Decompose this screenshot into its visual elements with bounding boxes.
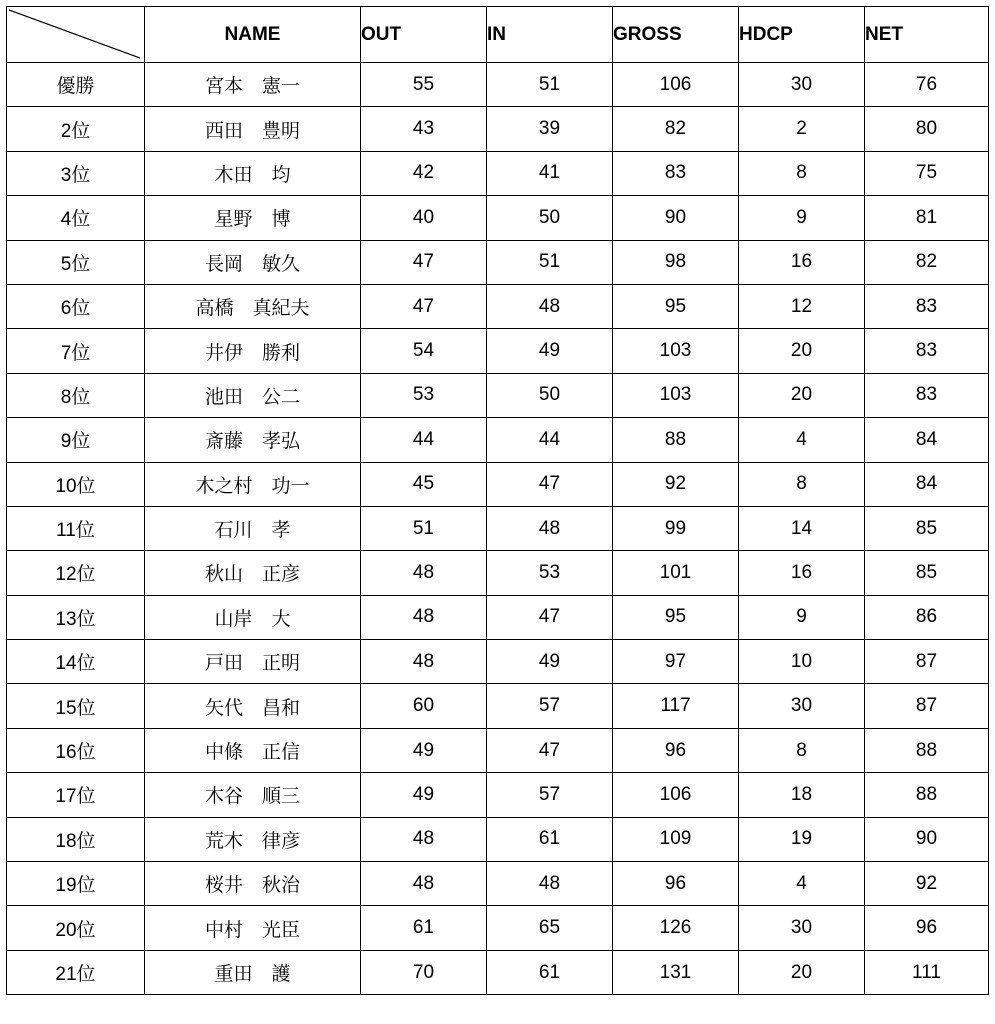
in-cell: 50 bbox=[487, 373, 613, 417]
in-cell: 53 bbox=[487, 551, 613, 595]
net-cell: 81 bbox=[865, 196, 989, 240]
name-cell: 木之村 功一 bbox=[145, 462, 361, 506]
gross-cell: 99 bbox=[613, 506, 739, 550]
name-cell: 中條 正信 bbox=[145, 728, 361, 772]
table-row bbox=[7, 373, 989, 417]
in-cell: 47 bbox=[487, 728, 613, 772]
gross-cell: 96 bbox=[613, 862, 739, 906]
net-cell: 86 bbox=[865, 595, 989, 639]
name-cell: 井伊 勝利 bbox=[145, 329, 361, 373]
header-out: OUT bbox=[361, 7, 487, 63]
gross-cell: 103 bbox=[613, 373, 739, 417]
net-cell: 87 bbox=[865, 684, 989, 728]
rank-cell: 21位 bbox=[7, 950, 145, 994]
table-row bbox=[7, 240, 989, 284]
out-cell: 49 bbox=[361, 728, 487, 772]
hdcp-cell: 30 bbox=[739, 684, 865, 728]
header-name: NAME bbox=[145, 7, 361, 63]
name-cell: 矢代 昌和 bbox=[145, 684, 361, 728]
out-cell: 61 bbox=[361, 906, 487, 950]
out-cell: 53 bbox=[361, 373, 487, 417]
in-cell: 48 bbox=[487, 506, 613, 550]
in-cell: 51 bbox=[487, 63, 613, 107]
table-row bbox=[7, 773, 989, 817]
rank-cell: 16位 bbox=[7, 728, 145, 772]
in-cell: 49 bbox=[487, 329, 613, 373]
in-cell: 48 bbox=[487, 284, 613, 328]
name-cell: 高橋 真紀夫 bbox=[145, 284, 361, 328]
table-header bbox=[7, 7, 989, 63]
name-cell: 秋山 正彦 bbox=[145, 551, 361, 595]
table-row bbox=[7, 906, 989, 950]
out-cell: 49 bbox=[361, 773, 487, 817]
in-cell: 47 bbox=[487, 595, 613, 639]
net-cell: 90 bbox=[865, 817, 989, 861]
name-cell: 山岸 大 bbox=[145, 595, 361, 639]
table-row bbox=[7, 506, 989, 550]
out-cell: 48 bbox=[361, 595, 487, 639]
hdcp-cell: 4 bbox=[739, 862, 865, 906]
net-cell: 96 bbox=[865, 906, 989, 950]
net-cell: 88 bbox=[865, 773, 989, 817]
rank-cell: 19位 bbox=[7, 862, 145, 906]
rank-cell: 2位 bbox=[7, 107, 145, 151]
name-cell: 桜井 秋治 bbox=[145, 862, 361, 906]
hdcp-cell: 2 bbox=[739, 107, 865, 151]
net-cell: 80 bbox=[865, 107, 989, 151]
hdcp-cell: 30 bbox=[739, 63, 865, 107]
table-row bbox=[7, 950, 989, 994]
rank-cell: 14位 bbox=[7, 640, 145, 684]
rank-cell: 6位 bbox=[7, 284, 145, 328]
gross-cell: 98 bbox=[613, 240, 739, 284]
table-row bbox=[7, 462, 989, 506]
net-cell: 83 bbox=[865, 373, 989, 417]
name-cell: 宮本 憲一 bbox=[145, 63, 361, 107]
table-row bbox=[7, 862, 989, 906]
in-cell: 61 bbox=[487, 817, 613, 861]
header-row bbox=[7, 7, 989, 63]
hdcp-cell: 20 bbox=[739, 329, 865, 373]
hdcp-cell: 30 bbox=[739, 906, 865, 950]
gross-cell: 83 bbox=[613, 151, 739, 195]
out-cell: 42 bbox=[361, 151, 487, 195]
rank-cell: 17位 bbox=[7, 773, 145, 817]
name-cell: 西田 豊明 bbox=[145, 107, 361, 151]
hdcp-cell: 12 bbox=[739, 284, 865, 328]
in-cell: 44 bbox=[487, 418, 613, 462]
in-cell: 50 bbox=[487, 196, 613, 240]
gross-cell: 97 bbox=[613, 640, 739, 684]
rank-cell: 3位 bbox=[7, 151, 145, 195]
out-cell: 54 bbox=[361, 329, 487, 373]
rank-cell: 20位 bbox=[7, 906, 145, 950]
name-cell: 星野 博 bbox=[145, 196, 361, 240]
gross-cell: 117 bbox=[613, 684, 739, 728]
diagonal-line bbox=[7, 7, 144, 62]
rank-cell: 7位 bbox=[7, 329, 145, 373]
table-row bbox=[7, 684, 989, 728]
in-cell: 48 bbox=[487, 862, 613, 906]
name-cell: 木田 均 bbox=[145, 151, 361, 195]
rank-cell: 5位 bbox=[7, 240, 145, 284]
hdcp-cell: 14 bbox=[739, 506, 865, 550]
table-row bbox=[7, 418, 989, 462]
hdcp-cell: 4 bbox=[739, 418, 865, 462]
net-cell: 92 bbox=[865, 862, 989, 906]
out-cell: 45 bbox=[361, 462, 487, 506]
table-row bbox=[7, 817, 989, 861]
header-gross: GROSS bbox=[613, 7, 739, 63]
gross-cell: 95 bbox=[613, 595, 739, 639]
out-cell: 60 bbox=[361, 684, 487, 728]
table-row bbox=[7, 640, 989, 684]
in-cell: 39 bbox=[487, 107, 613, 151]
table-row bbox=[7, 329, 989, 373]
out-cell: 48 bbox=[361, 862, 487, 906]
rank-cell: 13位 bbox=[7, 595, 145, 639]
hdcp-cell: 8 bbox=[739, 151, 865, 195]
out-cell: 48 bbox=[361, 817, 487, 861]
out-cell: 43 bbox=[361, 107, 487, 151]
hdcp-cell: 16 bbox=[739, 240, 865, 284]
hdcp-cell: 10 bbox=[739, 640, 865, 684]
corner-cell bbox=[7, 7, 145, 63]
net-cell: 83 bbox=[865, 284, 989, 328]
net-cell: 84 bbox=[865, 462, 989, 506]
gross-cell: 109 bbox=[613, 817, 739, 861]
rank-cell: 9位 bbox=[7, 418, 145, 462]
name-cell: 木谷 順三 bbox=[145, 773, 361, 817]
out-cell: 48 bbox=[361, 640, 487, 684]
out-cell: 47 bbox=[361, 284, 487, 328]
net-cell: 87 bbox=[865, 640, 989, 684]
net-cell: 84 bbox=[865, 418, 989, 462]
rank-cell: 12位 bbox=[7, 551, 145, 595]
gross-cell: 106 bbox=[613, 773, 739, 817]
hdcp-cell: 19 bbox=[739, 817, 865, 861]
table-row bbox=[7, 151, 989, 195]
out-cell: 40 bbox=[361, 196, 487, 240]
gross-cell: 95 bbox=[613, 284, 739, 328]
net-cell: 111 bbox=[865, 950, 989, 994]
header-hdcp: HDCP bbox=[739, 7, 865, 63]
hdcp-cell: 8 bbox=[739, 728, 865, 772]
net-cell: 85 bbox=[865, 551, 989, 595]
rank-cell: 10位 bbox=[7, 462, 145, 506]
name-cell: 池田 公二 bbox=[145, 373, 361, 417]
gross-cell: 103 bbox=[613, 329, 739, 373]
gross-cell: 82 bbox=[613, 107, 739, 151]
table-row bbox=[7, 63, 989, 107]
net-cell: 88 bbox=[865, 728, 989, 772]
out-cell: 51 bbox=[361, 506, 487, 550]
in-cell: 57 bbox=[487, 684, 613, 728]
table-row bbox=[7, 107, 989, 151]
results-table bbox=[6, 6, 989, 995]
net-cell: 76 bbox=[865, 63, 989, 107]
rank-cell: 4位 bbox=[7, 196, 145, 240]
rank-cell: 18位 bbox=[7, 817, 145, 861]
in-cell: 57 bbox=[487, 773, 613, 817]
gross-cell: 131 bbox=[613, 950, 739, 994]
name-cell: 戸田 正明 bbox=[145, 640, 361, 684]
in-cell: 47 bbox=[487, 462, 613, 506]
gross-cell: 96 bbox=[613, 728, 739, 772]
table-row bbox=[7, 595, 989, 639]
in-cell: 41 bbox=[487, 151, 613, 195]
hdcp-cell: 20 bbox=[739, 950, 865, 994]
gross-cell: 126 bbox=[613, 906, 739, 950]
name-cell: 斎藤 孝弘 bbox=[145, 418, 361, 462]
hdcp-cell: 9 bbox=[739, 595, 865, 639]
header-in: IN bbox=[487, 7, 613, 63]
table-body bbox=[7, 63, 989, 995]
gross-cell: 90 bbox=[613, 196, 739, 240]
hdcp-cell: 20 bbox=[739, 373, 865, 417]
name-cell: 長岡 敏久 bbox=[145, 240, 361, 284]
hdcp-cell: 16 bbox=[739, 551, 865, 595]
out-cell: 48 bbox=[361, 551, 487, 595]
table-row bbox=[7, 284, 989, 328]
out-cell: 47 bbox=[361, 240, 487, 284]
hdcp-cell: 18 bbox=[739, 773, 865, 817]
gross-cell: 92 bbox=[613, 462, 739, 506]
net-cell: 82 bbox=[865, 240, 989, 284]
out-cell: 70 bbox=[361, 950, 487, 994]
in-cell: 65 bbox=[487, 906, 613, 950]
out-cell: 55 bbox=[361, 63, 487, 107]
in-cell: 61 bbox=[487, 950, 613, 994]
rank-cell: 優勝 bbox=[7, 63, 145, 107]
net-cell: 85 bbox=[865, 506, 989, 550]
rank-cell: 15位 bbox=[7, 684, 145, 728]
rank-cell: 11位 bbox=[7, 506, 145, 550]
table-row bbox=[7, 196, 989, 240]
gross-cell: 101 bbox=[613, 551, 739, 595]
rank-cell: 8位 bbox=[7, 373, 145, 417]
name-cell: 石川 孝 bbox=[145, 506, 361, 550]
net-cell: 75 bbox=[865, 151, 989, 195]
header-net: NET bbox=[865, 7, 989, 63]
gross-cell: 88 bbox=[613, 418, 739, 462]
out-cell: 44 bbox=[361, 418, 487, 462]
gross-cell: 106 bbox=[613, 63, 739, 107]
table-row bbox=[7, 728, 989, 772]
in-cell: 51 bbox=[487, 240, 613, 284]
name-cell: 中村 光臣 bbox=[145, 906, 361, 950]
in-cell: 49 bbox=[487, 640, 613, 684]
name-cell: 荒木 律彦 bbox=[145, 817, 361, 861]
hdcp-cell: 9 bbox=[739, 196, 865, 240]
name-cell: 重田 護 bbox=[145, 950, 361, 994]
hdcp-cell: 8 bbox=[739, 462, 865, 506]
table-row bbox=[7, 551, 989, 595]
net-cell: 83 bbox=[865, 329, 989, 373]
